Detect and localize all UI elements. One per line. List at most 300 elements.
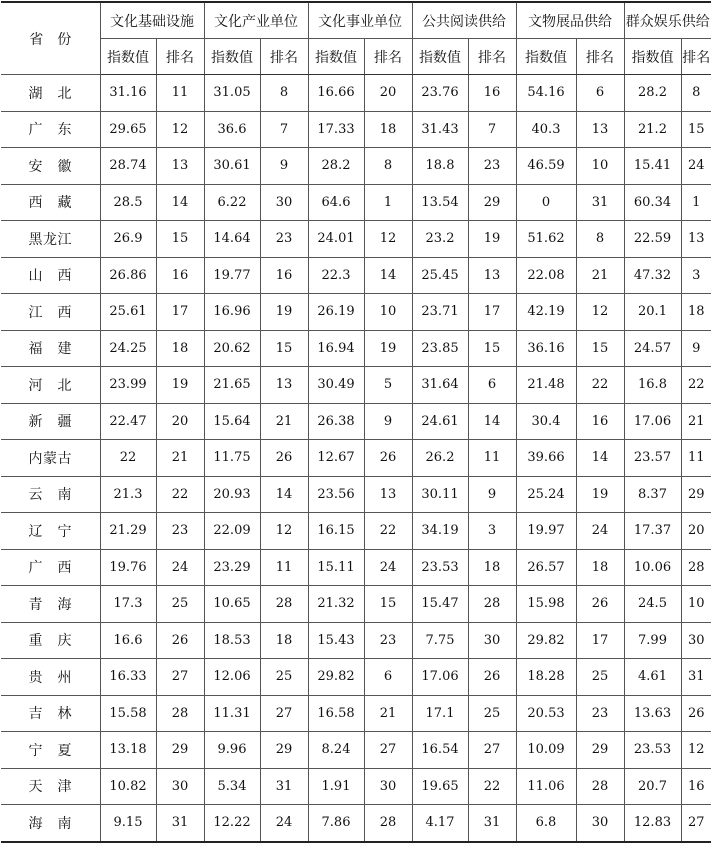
public-units-rank-cell: 21 [364,695,412,732]
index-value-header: 指数值 [100,39,156,75]
province-cell: 云 南 [1,476,100,513]
entertainment-index-cell: 24.5 [624,586,681,623]
industry-rank-cell: 24 [260,805,308,842]
index-value-header: 指数值 [624,39,681,75]
public-units-index-cell: 26.38 [308,403,364,440]
public-units-rank-cell: 23 [364,622,412,659]
infrastructure-rank-cell: 21 [156,440,204,477]
industry-rank-cell: 25 [260,659,308,696]
reading-rank-cell: 28 [468,586,516,623]
industry-index-cell: 20.93 [204,476,260,513]
entertainment-index-cell: 4.61 [624,659,681,696]
entertainment-index-cell: 23.57 [624,440,681,477]
industry-index-cell: 18.53 [204,622,260,659]
industry-rank-cell: 28 [260,586,308,623]
province-cell: 湖 北 [1,75,100,112]
reading-index-cell: 26.2 [412,440,468,477]
industry-rank-cell: 30 [260,184,308,221]
entertainment-rank-cell: 18 [681,294,711,331]
infrastructure-rank-cell: 12 [156,111,204,148]
relics-index-cell: 22.08 [516,257,576,294]
reading-rank-cell: 22 [468,768,516,805]
reading-index-cell: 17.1 [412,695,468,732]
table-row [1,257,711,294]
infrastructure-rank-cell: 27 [156,659,204,696]
relics-index-cell: 10.09 [516,732,576,769]
industry-rank-cell: 31 [260,768,308,805]
infrastructure-rank-cell: 28 [156,695,204,732]
infrastructure-index-cell: 25.61 [100,294,156,331]
public-units-index-cell: 64.6 [308,184,364,221]
relics-index-cell: 51.62 [516,221,576,258]
entertainment-index-cell: 8.37 [624,476,681,513]
relics-index-cell: 46.59 [516,148,576,185]
reading-rank-cell: 30 [468,622,516,659]
infrastructure-rank-cell: 17 [156,294,204,331]
industry-index-cell: 11.75 [204,440,260,477]
relics-index-cell: 15.98 [516,586,576,623]
entertainment-rank-cell: 31 [681,659,711,696]
reading-index-cell: 4.17 [412,805,468,842]
entertainment-rank-cell: 8 [681,75,711,112]
infrastructure-index-cell: 19.76 [100,549,156,586]
relics-index-cell: 11.06 [516,768,576,805]
industry-rank-cell: 13 [260,367,308,404]
reading-index-cell: 16.54 [412,732,468,769]
infrastructure-index-cell: 24.25 [100,330,156,367]
reading-index-cell: 31.43 [412,111,468,148]
public-units-index-cell: 15.43 [308,622,364,659]
header-sub-row [1,39,711,75]
industry-rank-cell: 18 [260,622,308,659]
public-units-rank-cell: 22 [364,513,412,550]
entertainment-rank-cell: 13 [681,221,711,258]
public-units-rank-cell: 13 [364,476,412,513]
public-units-index-cell: 12.67 [308,440,364,477]
group-header-mass-entertainment-supply: 群众娱乐供给 [624,2,711,39]
entertainment-rank-cell: 20 [681,513,711,550]
public-units-rank-cell: 18 [364,111,412,148]
infrastructure-rank-cell: 13 [156,148,204,185]
relics-rank-cell: 8 [576,221,624,258]
public-units-index-cell: 16.15 [308,513,364,550]
entertainment-rank-cell: 11 [681,440,711,477]
entertainment-rank-cell: 10 [681,586,711,623]
relics-rank-cell: 6 [576,75,624,112]
industry-rank-cell: 8 [260,75,308,112]
relics-rank-cell: 21 [576,257,624,294]
reading-index-cell: 17.06 [412,659,468,696]
entertainment-rank-cell: 3 [681,257,711,294]
relics-rank-cell: 19 [576,476,624,513]
relics-index-cell: 26.57 [516,549,576,586]
infrastructure-index-cell: 23.99 [100,367,156,404]
industry-index-cell: 6.22 [204,184,260,221]
infrastructure-rank-cell: 19 [156,367,204,404]
relics-index-cell: 54.16 [516,75,576,112]
reading-index-cell: 23.53 [412,549,468,586]
relics-index-cell: 36.16 [516,330,576,367]
table-row [1,440,711,477]
table-row [1,148,711,185]
reading-index-cell: 24.61 [412,403,468,440]
relics-index-cell: 0 [516,184,576,221]
reading-index-cell: 15.47 [412,586,468,623]
relics-rank-cell: 15 [576,330,624,367]
industry-index-cell: 22.09 [204,513,260,550]
industry-index-cell: 5.34 [204,768,260,805]
province-cell: 辽 宁 [1,513,100,550]
public-units-rank-cell: 19 [364,330,412,367]
infrastructure-index-cell: 26.9 [100,221,156,258]
infrastructure-index-cell: 22.47 [100,403,156,440]
reading-index-cell: 19.65 [412,768,468,805]
rank-header: 排名 [576,39,624,75]
reading-rank-cell: 15 [468,330,516,367]
reading-index-cell: 34.19 [412,513,468,550]
relics-index-cell: 25.24 [516,476,576,513]
reading-rank-cell: 29 [468,184,516,221]
public-units-index-cell: 23.56 [308,476,364,513]
reading-rank-cell: 3 [468,513,516,550]
table-row [1,622,711,659]
province-cell: 重 庆 [1,622,100,659]
public-units-rank-cell: 5 [364,367,412,404]
relics-index-cell: 18.28 [516,659,576,696]
table-row [1,768,711,805]
industry-index-cell: 12.06 [204,659,260,696]
table-row [1,184,711,221]
industry-rank-cell: 26 [260,440,308,477]
public-units-index-cell: 17.33 [308,111,364,148]
reading-rank-cell: 13 [468,257,516,294]
reading-rank-cell: 16 [468,75,516,112]
reading-rank-cell: 14 [468,403,516,440]
entertainment-rank-cell: 28 [681,549,711,586]
table-row [1,659,711,696]
table-row [1,695,711,732]
industry-rank-cell: 7 [260,111,308,148]
reading-index-cell: 23.71 [412,294,468,331]
table-row [1,586,711,623]
infrastructure-rank-cell: 23 [156,513,204,550]
entertainment-index-cell: 28.2 [624,75,681,112]
province-cell: 贵 州 [1,659,100,696]
relics-rank-cell: 13 [576,111,624,148]
relics-index-cell: 42.19 [516,294,576,331]
public-units-rank-cell: 8 [364,148,412,185]
province-cell: 安 徽 [1,148,100,185]
table-row [1,367,711,404]
public-units-rank-cell: 14 [364,257,412,294]
table-row [1,111,711,148]
infrastructure-rank-cell: 18 [156,330,204,367]
table-row [1,221,711,258]
reading-rank-cell: 18 [468,549,516,586]
public-units-index-cell: 8.24 [308,732,364,769]
industry-rank-cell: 29 [260,732,308,769]
entertainment-rank-cell: 30 [681,622,711,659]
index-value-header: 指数值 [204,39,260,75]
industry-index-cell: 19.77 [204,257,260,294]
industry-rank-cell: 23 [260,221,308,258]
infrastructure-index-cell: 28.5 [100,184,156,221]
province-cell: 黑龙江 [1,221,100,258]
reading-index-cell: 23.76 [412,75,468,112]
infrastructure-rank-cell: 22 [156,476,204,513]
public-units-rank-cell: 1 [364,184,412,221]
public-units-index-cell: 1.91 [308,768,364,805]
relics-index-cell: 39.66 [516,440,576,477]
industry-index-cell: 23.29 [204,549,260,586]
public-units-index-cell: 24.01 [308,221,364,258]
relics-index-cell: 30.4 [516,403,576,440]
entertainment-index-cell: 22.59 [624,221,681,258]
relics-index-cell: 6.8 [516,805,576,842]
public-units-rank-cell: 30 [364,768,412,805]
reading-rank-cell: 9 [468,476,516,513]
province-cell: 广 东 [1,111,100,148]
infrastructure-index-cell: 17.3 [100,586,156,623]
relics-rank-cell: 31 [576,184,624,221]
infrastructure-index-cell: 16.33 [100,659,156,696]
entertainment-index-cell: 16.8 [624,367,681,404]
group-header-relics-exhibits-supply: 文物展品供给 [516,2,624,39]
infrastructure-index-cell: 22 [100,440,156,477]
relics-rank-cell: 22 [576,367,624,404]
reading-index-cell: 13.54 [412,184,468,221]
infrastructure-index-cell: 31.16 [100,75,156,112]
infrastructure-index-cell: 9.15 [100,805,156,842]
reading-rank-cell: 7 [468,111,516,148]
entertainment-rank-cell: 22 [681,367,711,404]
rank-header: 排名 [364,39,412,75]
public-units-index-cell: 16.58 [308,695,364,732]
industry-index-cell: 14.64 [204,221,260,258]
table-row [1,513,711,550]
index-value-header: 指数值 [516,39,576,75]
infrastructure-index-cell: 16.6 [100,622,156,659]
entertainment-index-cell: 20.1 [624,294,681,331]
public-units-rank-cell: 6 [364,659,412,696]
infrastructure-rank-cell: 20 [156,403,204,440]
entertainment-rank-cell: 16 [681,768,711,805]
province-cell: 河 北 [1,367,100,404]
public-units-index-cell: 16.66 [308,75,364,112]
province-cell: 西 藏 [1,184,100,221]
reading-rank-cell: 27 [468,732,516,769]
infrastructure-rank-cell: 24 [156,549,204,586]
industry-index-cell: 16.96 [204,294,260,331]
industry-index-cell: 11.31 [204,695,260,732]
relics-rank-cell: 18 [576,549,624,586]
public-units-rank-cell: 9 [364,403,412,440]
relics-index-cell: 29.82 [516,622,576,659]
infrastructure-index-cell: 10.82 [100,768,156,805]
province-cell: 海 南 [1,805,100,842]
province-culture-index-table [1,1,711,843]
province-cell: 新 疆 [1,403,100,440]
relics-rank-cell: 12 [576,294,624,331]
relics-rank-cell: 26 [576,586,624,623]
public-units-rank-cell: 28 [364,805,412,842]
rank-header: 排名 [260,39,308,75]
industry-rank-cell: 9 [260,148,308,185]
public-units-index-cell: 7.86 [308,805,364,842]
relics-index-cell: 20.53 [516,695,576,732]
industry-rank-cell: 14 [260,476,308,513]
industry-rank-cell: 11 [260,549,308,586]
industry-index-cell: 12.22 [204,805,260,842]
relics-index-cell: 40.3 [516,111,576,148]
province-cell: 天 津 [1,768,100,805]
entertainment-rank-cell: 29 [681,476,711,513]
industry-index-cell: 30.61 [204,148,260,185]
entertainment-rank-cell: 26 [681,695,711,732]
entertainment-index-cell: 60.34 [624,184,681,221]
rank-header: 排名 [468,39,516,75]
industry-index-cell: 31.05 [204,75,260,112]
infrastructure-index-cell: 15.58 [100,695,156,732]
table-row [1,805,711,842]
public-units-index-cell: 15.11 [308,549,364,586]
industry-index-cell: 21.65 [204,367,260,404]
index-value-header: 指数值 [308,39,364,75]
entertainment-index-cell: 20.7 [624,768,681,805]
group-header-cultural-public-units: 文化事业单位 [308,2,412,39]
relics-index-cell: 21.48 [516,367,576,404]
industry-rank-cell: 21 [260,403,308,440]
table-row [1,294,711,331]
table-row [1,732,711,769]
infrastructure-rank-cell: 30 [156,768,204,805]
reading-rank-cell: 23 [468,148,516,185]
industry-index-cell: 15.64 [204,403,260,440]
public-units-index-cell: 30.49 [308,367,364,404]
entertainment-rank-cell: 9 [681,330,711,367]
group-header-public-reading-supply: 公共阅读供给 [412,2,516,39]
reading-index-cell: 23.2 [412,221,468,258]
province-cell: 广 西 [1,549,100,586]
group-header-cultural-industry-units: 文化产业单位 [204,2,308,39]
industry-index-cell: 36.6 [204,111,260,148]
infrastructure-rank-cell: 31 [156,805,204,842]
index-value-header: 指数值 [412,39,468,75]
entertainment-rank-cell: 21 [681,403,711,440]
province-cell: 吉 林 [1,695,100,732]
entertainment-rank-cell: 24 [681,148,711,185]
relics-rank-cell: 25 [576,659,624,696]
reading-index-cell: 25.45 [412,257,468,294]
table-row [1,75,711,112]
reading-index-cell: 31.64 [412,367,468,404]
industry-rank-cell: 12 [260,513,308,550]
relics-rank-cell: 24 [576,513,624,550]
table-row [1,403,711,440]
entertainment-index-cell: 12.83 [624,805,681,842]
table-row [1,476,711,513]
relics-rank-cell: 23 [576,695,624,732]
infrastructure-rank-cell: 11 [156,75,204,112]
infrastructure-index-cell: 13.18 [100,732,156,769]
infrastructure-index-cell: 21.29 [100,513,156,550]
entertainment-index-cell: 23.53 [624,732,681,769]
table-body [1,75,711,842]
entertainment-index-cell: 24.57 [624,330,681,367]
industry-index-cell: 20.62 [204,330,260,367]
infrastructure-rank-cell: 15 [156,221,204,258]
industry-rank-cell: 27 [260,695,308,732]
entertainment-rank-cell: 27 [681,805,711,842]
reading-index-cell: 18.8 [412,148,468,185]
relics-rank-cell: 17 [576,622,624,659]
relics-rank-cell: 30 [576,805,624,842]
infrastructure-rank-cell: 26 [156,622,204,659]
entertainment-index-cell: 17.06 [624,403,681,440]
industry-rank-cell: 15 [260,330,308,367]
industry-index-cell: 10.65 [204,586,260,623]
infrastructure-rank-cell: 25 [156,586,204,623]
relics-rank-cell: 14 [576,440,624,477]
public-units-index-cell: 28.2 [308,148,364,185]
table-row [1,330,711,367]
public-units-index-cell: 16.94 [308,330,364,367]
relics-index-cell: 19.97 [516,513,576,550]
entertainment-index-cell: 7.99 [624,622,681,659]
reading-rank-cell: 17 [468,294,516,331]
province-cell: 山 西 [1,257,100,294]
entertainment-index-cell: 10.06 [624,549,681,586]
public-units-rank-cell: 20 [364,75,412,112]
rank-header: 排名 [156,39,204,75]
relics-rank-cell: 28 [576,768,624,805]
infrastructure-rank-cell: 16 [156,257,204,294]
public-units-index-cell: 29.82 [308,659,364,696]
infrastructure-index-cell: 28.74 [100,148,156,185]
reading-rank-cell: 26 [468,659,516,696]
public-units-rank-cell: 10 [364,294,412,331]
reading-rank-cell: 19 [468,221,516,258]
relics-rank-cell: 16 [576,403,624,440]
province-cell: 江 西 [1,294,100,331]
group-header-cultural-infrastructure: 文化基础设施 [100,2,204,39]
public-units-rank-cell: 12 [364,221,412,258]
relics-rank-cell: 29 [576,732,624,769]
infrastructure-rank-cell: 14 [156,184,204,221]
reading-rank-cell: 31 [468,805,516,842]
infrastructure-index-cell: 29.65 [100,111,156,148]
entertainment-index-cell: 17.37 [624,513,681,550]
public-units-rank-cell: 27 [364,732,412,769]
entertainment-index-cell: 15.41 [624,148,681,185]
table-row [1,549,711,586]
reading-index-cell: 7.75 [412,622,468,659]
public-units-rank-cell: 24 [364,549,412,586]
reading-rank-cell: 11 [468,440,516,477]
entertainment-rank-cell: 15 [681,111,711,148]
industry-index-cell: 9.96 [204,732,260,769]
industry-rank-cell: 16 [260,257,308,294]
province-cell: 内蒙古 [1,440,100,477]
reading-index-cell: 30.11 [412,476,468,513]
reading-rank-cell: 6 [468,367,516,404]
header-group-row [1,2,711,39]
province-cell: 宁 夏 [1,732,100,769]
entertainment-index-cell: 21.2 [624,111,681,148]
province-cell: 福 建 [1,330,100,367]
rank-header: 排名 [681,39,711,75]
public-units-rank-cell: 15 [364,586,412,623]
